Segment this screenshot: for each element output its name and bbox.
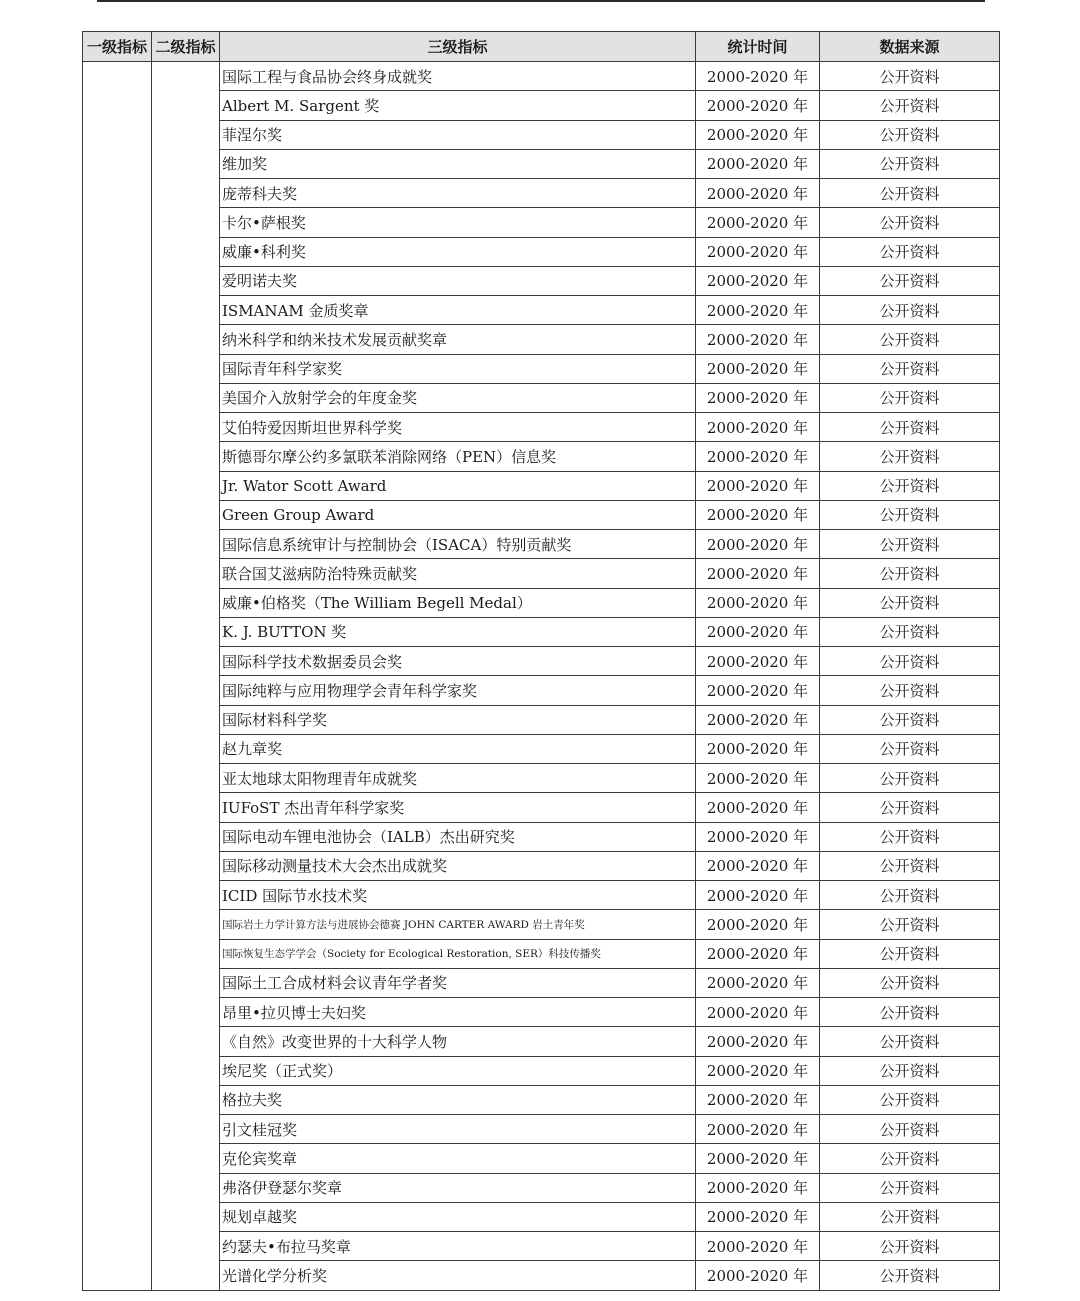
indicator-name: 昂里•拉贝博士夫妇奖: [220, 998, 696, 1027]
stat-period: 2000-2020 年: [696, 764, 820, 793]
data-source: 公开资料: [820, 91, 1000, 120]
indicator-name: 国际电动车锂电池协会（IALB）杰出研究奖: [220, 822, 696, 851]
stat-period: 2000-2020 年: [696, 413, 820, 442]
indicator-name: 光谱化学分析奖: [220, 1261, 696, 1290]
data-source: 公开资料: [820, 851, 1000, 880]
indicator-name: 国际移动测量技术大会杰出成就奖: [220, 851, 696, 880]
indicator-name: 国际青年科学家奖: [220, 354, 696, 383]
indicator-name: 规划卓越奖: [220, 1202, 696, 1231]
table-row: [83, 149, 1000, 178]
table-row: [83, 530, 1000, 559]
table-row: [83, 296, 1000, 325]
stat-period: 2000-2020 年: [696, 676, 820, 705]
data-source: 公开资料: [820, 149, 1000, 178]
table-row: [83, 676, 1000, 705]
data-source: 公开资料: [820, 968, 1000, 997]
data-source: 公开资料: [820, 676, 1000, 705]
stat-period: 2000-2020 年: [696, 325, 820, 354]
table-row: [83, 559, 1000, 588]
data-source: 公开资料: [820, 383, 1000, 412]
indicator-name: 卡尔•萨根奖: [220, 208, 696, 237]
data-source: 公开资料: [820, 1261, 1000, 1290]
table-row: [83, 764, 1000, 793]
table-row: [83, 793, 1000, 822]
indicator-name: 威廉•科利奖: [220, 237, 696, 266]
table-body: [83, 62, 1000, 1291]
stat-period: 2000-2020 年: [696, 471, 820, 500]
indicator-name: ISMANAM 金质奖章: [220, 296, 696, 325]
table-row: [83, 413, 1000, 442]
data-source: 公开资料: [820, 354, 1000, 383]
stat-period: 2000-2020 年: [696, 734, 820, 763]
stat-period: 2000-2020 年: [696, 822, 820, 851]
stat-period: 2000-2020 年: [696, 1232, 820, 1261]
data-source: 公开资料: [820, 325, 1000, 354]
table-row: [83, 910, 1000, 939]
stat-period: 2000-2020 年: [696, 208, 820, 237]
stat-period: 2000-2020 年: [696, 588, 820, 617]
table-row: [83, 968, 1000, 997]
table-row: [83, 383, 1000, 412]
indicator-name: 国际土工合成材料会议青年学者奖: [220, 968, 696, 997]
table-row: [83, 588, 1000, 617]
indicator-name: 国际信息系统审计与控制协会（ISACA）特别贡献奖: [220, 530, 696, 559]
indicator-name: 菲涅尔奖: [220, 120, 696, 149]
data-source: 公开资料: [820, 822, 1000, 851]
stat-period: 2000-2020 年: [696, 442, 820, 471]
indicator-name: 国际岩土力学计算方法与进展协会德赛 JOHN CARTER AWARD 岩土青年奖: [220, 910, 696, 939]
table-row: [83, 62, 1000, 91]
stat-period: 2000-2020 年: [696, 559, 820, 588]
table-row: [83, 822, 1000, 851]
table-row: [83, 617, 1000, 646]
table-row: [83, 120, 1000, 149]
data-source: 公开资料: [820, 62, 1000, 91]
data-source: 公开资料: [820, 500, 1000, 529]
table-row: [83, 1027, 1000, 1056]
header-level1: 一级指标: [83, 32, 152, 62]
stat-period: 2000-2020 年: [696, 62, 820, 91]
data-source: 公开资料: [820, 881, 1000, 910]
level2-cell: [152, 62, 220, 1291]
data-source: 公开资料: [820, 1027, 1000, 1056]
table-row: [83, 998, 1000, 1027]
table-row: [83, 939, 1000, 968]
indicator-name: 美国介入放射学会的年度金奖: [220, 383, 696, 412]
table-row: [83, 208, 1000, 237]
indicator-name: K. J. BUTTON 奖: [220, 617, 696, 646]
stat-period: 2000-2020 年: [696, 383, 820, 412]
stat-period: 2000-2020 年: [696, 1261, 820, 1290]
stat-period: 2000-2020 年: [696, 1085, 820, 1114]
data-source: 公开资料: [820, 998, 1000, 1027]
indicator-name: 维加奖: [220, 149, 696, 178]
data-source: 公开资料: [820, 1232, 1000, 1261]
stat-period: 2000-2020 年: [696, 910, 820, 939]
indicator-name: 赵九章奖: [220, 734, 696, 763]
data-source: 公开资料: [820, 617, 1000, 646]
data-source: 公开资料: [820, 237, 1000, 266]
top-rule: [97, 0, 985, 2]
table-row: [83, 1202, 1000, 1231]
data-source: 公开资料: [820, 764, 1000, 793]
data-source: 公开资料: [820, 442, 1000, 471]
table-row: [83, 354, 1000, 383]
stat-period: 2000-2020 年: [696, 647, 820, 676]
indicator-name: 庞蒂科夫奖: [220, 179, 696, 208]
data-source: 公开资料: [820, 296, 1000, 325]
data-source: 公开资料: [820, 559, 1000, 588]
data-source: 公开资料: [820, 910, 1000, 939]
indicator-name: 弗洛伊登瑟尔奖章: [220, 1173, 696, 1202]
header-period: 统计时间: [696, 32, 820, 62]
stat-period: 2000-2020 年: [696, 793, 820, 822]
data-source: 公开资料: [820, 734, 1000, 763]
indicator-name: 国际材料科学奖: [220, 705, 696, 734]
stat-period: 2000-2020 年: [696, 266, 820, 295]
data-source: 公开资料: [820, 1173, 1000, 1202]
stat-period: 2000-2020 年: [696, 1144, 820, 1173]
table-row: [83, 647, 1000, 676]
stat-period: 2000-2020 年: [696, 998, 820, 1027]
stat-period: 2000-2020 年: [696, 120, 820, 149]
indicator-name: 国际恢复生态学学会（Society for Ecological Restoration, SER）科技传播奖: [220, 939, 696, 968]
table-row: [83, 325, 1000, 354]
data-source: 公开资料: [820, 413, 1000, 442]
header-source: 数据来源: [820, 32, 1000, 62]
data-source: 公开资料: [820, 1202, 1000, 1231]
data-source: 公开资料: [820, 588, 1000, 617]
table-row: [83, 881, 1000, 910]
data-source: 公开资料: [820, 1085, 1000, 1114]
stat-period: 2000-2020 年: [696, 354, 820, 383]
indicator-name: 格拉夫奖: [220, 1085, 696, 1114]
indicator-name: Albert M. Sargent 奖: [220, 91, 696, 120]
table-row: [83, 1056, 1000, 1085]
data-source: 公开资料: [820, 179, 1000, 208]
table-row: [83, 1232, 1000, 1261]
header-level2: 二级指标: [152, 32, 220, 62]
stat-period: 2000-2020 年: [696, 530, 820, 559]
data-source: 公开资料: [820, 208, 1000, 237]
table-row: [83, 266, 1000, 295]
data-source: 公开资料: [820, 471, 1000, 500]
stat-period: 2000-2020 年: [696, 968, 820, 997]
indicator-table: [82, 31, 1000, 1291]
table-row: [83, 500, 1000, 529]
indicator-name: 埃尼奖（正式奖）: [220, 1056, 696, 1085]
indicator-name: Jr. Wator Scott Award: [220, 471, 696, 500]
table-row: [83, 851, 1000, 880]
indicator-name: 爱明诺夫奖: [220, 266, 696, 295]
stat-period: 2000-2020 年: [696, 1202, 820, 1231]
indicator-name: 威廉•伯格奖（The William Begell Medal）: [220, 588, 696, 617]
data-source: 公开资料: [820, 705, 1000, 734]
table-row: [83, 237, 1000, 266]
stat-period: 2000-2020 年: [696, 1173, 820, 1202]
indicator-name: 约瑟夫•布拉马奖章: [220, 1232, 696, 1261]
data-source: 公开资料: [820, 939, 1000, 968]
table-row: [83, 1144, 1000, 1173]
data-source: 公开资料: [820, 1115, 1000, 1144]
stat-period: 2000-2020 年: [696, 237, 820, 266]
stat-period: 2000-2020 年: [696, 1115, 820, 1144]
table-row: [83, 1173, 1000, 1202]
table-row: [83, 1261, 1000, 1290]
table-row: [83, 734, 1000, 763]
data-source: 公开资料: [820, 530, 1000, 559]
stat-period: 2000-2020 年: [696, 500, 820, 529]
table-row: [83, 471, 1000, 500]
level1-cell: [83, 62, 152, 1291]
stat-period: 2000-2020 年: [696, 296, 820, 325]
data-source: 公开资料: [820, 1144, 1000, 1173]
stat-period: 2000-2020 年: [696, 851, 820, 880]
indicator-name: 亚太地球太阳物理青年成就奖: [220, 764, 696, 793]
indicator-name: IUFoST 杰出青年科学家奖: [220, 793, 696, 822]
indicator-name: 国际纯粹与应用物理学会青年科学家奖: [220, 676, 696, 705]
data-source: 公开资料: [820, 1056, 1000, 1085]
stat-period: 2000-2020 年: [696, 705, 820, 734]
stat-period: 2000-2020 年: [696, 881, 820, 910]
data-source: 公开资料: [820, 120, 1000, 149]
table-row: [83, 705, 1000, 734]
stat-period: 2000-2020 年: [696, 939, 820, 968]
data-source: 公开资料: [820, 647, 1000, 676]
table-row: [83, 442, 1000, 471]
table-row: [83, 1085, 1000, 1114]
table-row: [83, 1115, 1000, 1144]
indicator-name: 国际科学技术数据委员会奖: [220, 647, 696, 676]
data-source: 公开资料: [820, 266, 1000, 295]
stat-period: 2000-2020 年: [696, 179, 820, 208]
stat-period: 2000-2020 年: [696, 1027, 820, 1056]
table-row: [83, 179, 1000, 208]
indicator-name: 《自然》改变世界的十大科学人物: [220, 1027, 696, 1056]
stat-period: 2000-2020 年: [696, 149, 820, 178]
indicator-name: Green Group Award: [220, 500, 696, 529]
indicator-name: 克伦宾奖章: [220, 1144, 696, 1173]
indicator-name: 联合国艾滋病防治特殊贡献奖: [220, 559, 696, 588]
header-row: [83, 32, 1000, 62]
table-row: [83, 91, 1000, 120]
indicator-name: 艾伯特爱因斯坦世界科学奖: [220, 413, 696, 442]
indicator-name: 国际工程与食品协会终身成就奖: [220, 62, 696, 91]
stat-period: 2000-2020 年: [696, 1056, 820, 1085]
indicator-name: 引文桂冠奖: [220, 1115, 696, 1144]
stat-period: 2000-2020 年: [696, 617, 820, 646]
indicator-name: ICID 国际节水技术奖: [220, 881, 696, 910]
stat-period: 2000-2020 年: [696, 91, 820, 120]
indicator-name: 纳米科学和纳米技术发展贡献奖章: [220, 325, 696, 354]
data-source: 公开资料: [820, 793, 1000, 822]
indicator-name: 斯德哥尔摩公约多氯联苯消除网络（PEN）信息奖: [220, 442, 696, 471]
header-level3: 三级指标: [220, 32, 696, 62]
